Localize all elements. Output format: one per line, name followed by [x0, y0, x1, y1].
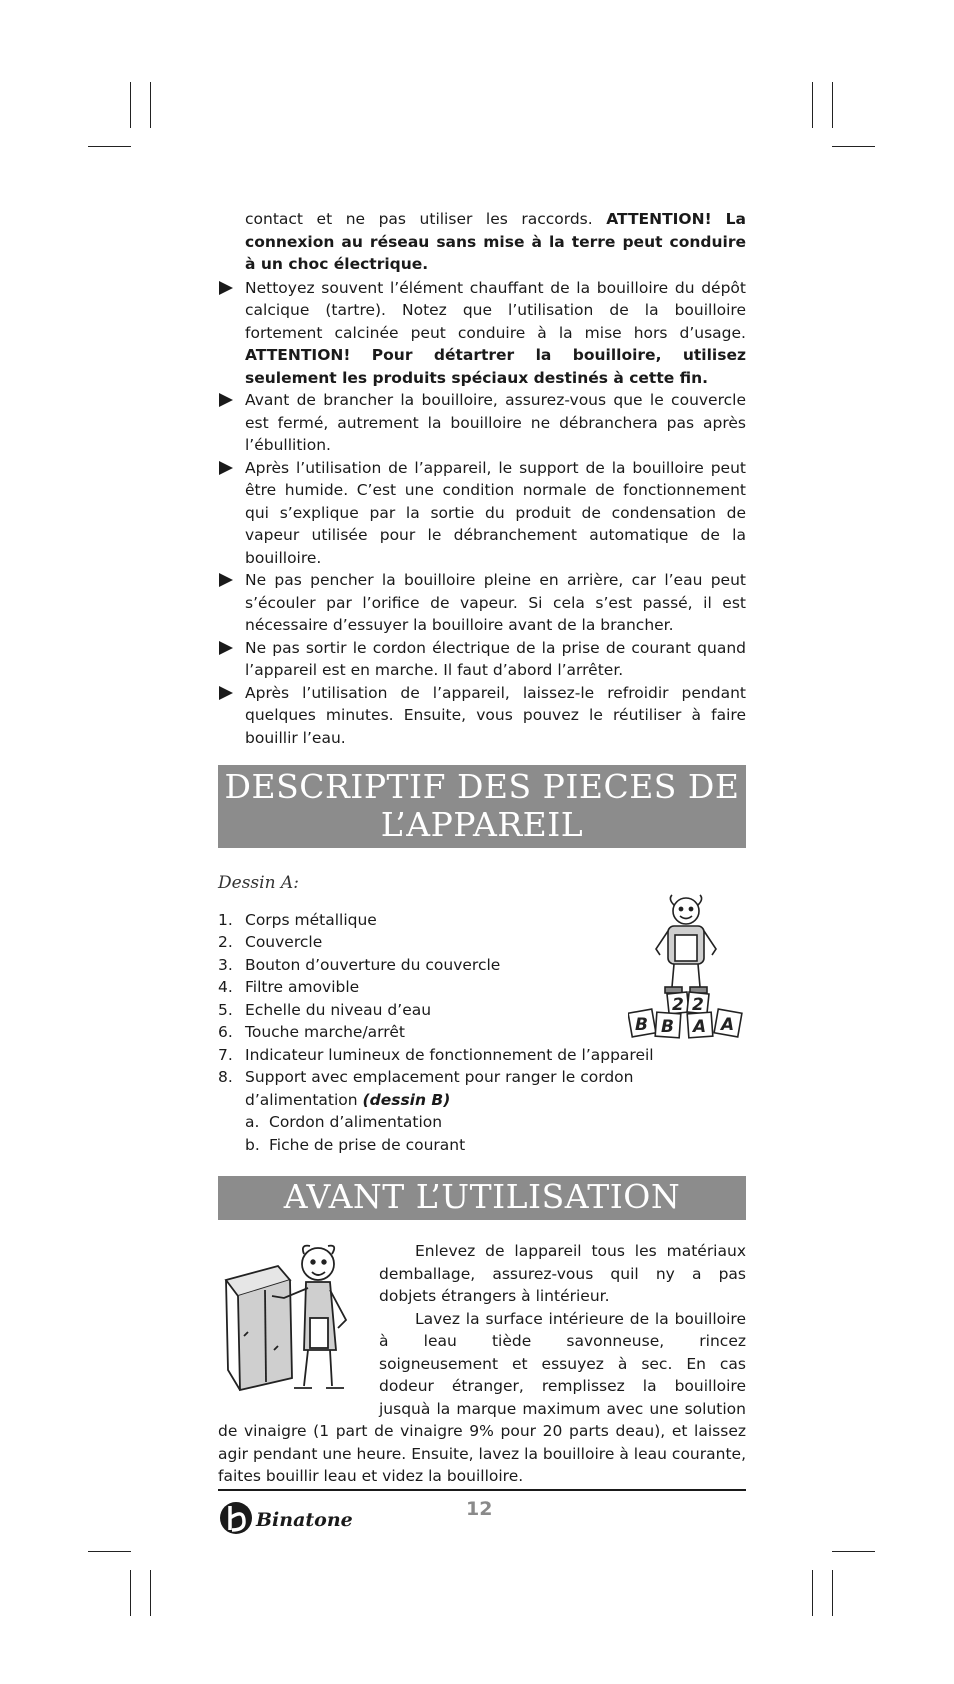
unpacking-paragraph: Enlevez de lappareil tous les matériaux demballage, assurez-vous quil ny a pas dobjets étrangers à lintérieur.: [379, 1242, 746, 1305]
part-item: [218, 909, 746, 932]
subpart-letter: a.: [245, 1113, 260, 1131]
crop-mark: [130, 1570, 131, 1616]
section-heading-avant-utilisation: AVANT L’UTILISATION: [218, 1176, 746, 1220]
triangle-bullet-icon: [219, 461, 233, 475]
cleaning-paragraph: Lavez la surface intérieure de la bouilloire à leau tiède savonneuse, rincez soigneusement et essuyez à sec. En cas dodeur étranger, remplissez la bouilloire jusquà la marque maximum avec une solution de vinaigre (1 part de vinaigre 9% pour 20 parts deau), et laissez agir pendant une heure. Ensuite, lavez la bouilloire à leau courante, faites bouillir leau et videz la bouilloire.: [218, 1309, 746, 1485]
page-content: [218, 208, 746, 1488]
bullet-warning: ATTENTION! Pour détartrer la bouilloire, utilisez seulement les produits spéciaux destinés à cette fin.: [245, 346, 746, 387]
crop-mark: [812, 1570, 813, 1616]
part-label: Indicateur lumineux de fonctionnement de l’appareil: [245, 1045, 654, 1064]
brand-name: Binatone: [256, 1509, 353, 1531]
bullet-text: Avant de brancher la bouilloire, assurez-vous que le couvercle est fermé, autrement la bouilloire ne débranchera pas après l’ébullition.: [245, 391, 746, 454]
parts-area: [218, 909, 746, 1157]
footer-divider: [218, 1489, 746, 1491]
block-letter: B: [661, 1016, 674, 1037]
block-letter: B: [635, 1014, 648, 1035]
subpart-letter: b.: [245, 1135, 260, 1154]
page-number: 12: [466, 1498, 493, 1520]
crop-mark: [88, 1551, 131, 1552]
bullet-text: Nettoyez souvent l’élément chauffant de la bouilloire du dépôt calcique (tartre). Notez que l’utilisation de la bouilloire fortement calcinée peut conduire à la mise hors d’usage.: [245, 278, 746, 342]
drawing-b-reference: (dessin B): [362, 1090, 451, 1109]
part-number: 6.: [218, 1023, 233, 1041]
crop-mark: [832, 146, 875, 147]
bullet-item: [218, 457, 746, 570]
part-label: Corps métallique: [245, 910, 377, 929]
bullet-text: Après l’utilisation de l’appareil, le support de la bouilloire peut être humide. C’est une condition normale de fonctionnement qui s’explique par la sortie du produit de condensation de vapeur utilisée pour le débranchement automatique de la bouilloire.: [245, 458, 746, 567]
drawing-a-caption: Dessin A:: [218, 873, 299, 893]
bullet-item: [218, 277, 746, 390]
part-item: [218, 1044, 746, 1067]
subpart-label: Fiche de prise de courant: [269, 1135, 466, 1154]
part-label: Bouton d’ouverture du couvercle: [245, 955, 501, 974]
parts-list: [218, 909, 746, 1112]
part-number: 2.: [218, 933, 233, 951]
part-label: Support avec emplacement pour ranger le cordon d’alimentation: [245, 1068, 634, 1109]
avant-utilisation-body: [218, 1240, 746, 1488]
subpart-item: [245, 1134, 746, 1157]
part-item: [218, 954, 746, 977]
part-label: Touche marche/arrêt: [245, 1023, 405, 1041]
part-number: 5.: [218, 1000, 233, 1019]
triangle-bullet-icon: [219, 393, 233, 407]
part-number: 7.: [218, 1045, 233, 1064]
bullet-text: Après l’utilisation de l’appareil, laissez-le refroidir pendant quelques minutes. Ensuite, vous pouvez le réutiliser à faire bouillir l’eau.: [245, 683, 746, 747]
part-label: Filtre amovible: [245, 978, 360, 996]
safety-bullet-list: [218, 277, 746, 750]
crop-mark: [130, 82, 131, 128]
bullet-item: [218, 637, 746, 682]
bullet-item: [218, 569, 746, 637]
triangle-bullet-icon: [219, 641, 233, 655]
part-item: [218, 1021, 746, 1044]
cartoon-man-with-appliance-illustration: [218, 1240, 363, 1400]
subparts-list: [218, 1111, 746, 1156]
triangle-bullet-icon: [219, 281, 233, 295]
crop-mark: [832, 1570, 833, 1616]
crop-mark: [150, 1570, 151, 1616]
bullet-item: [218, 389, 746, 457]
section-heading-descriptif: DESCRIPTIF DES PIECES DE L’APPAREIL: [218, 765, 746, 848]
part-item: [218, 976, 746, 999]
continuation-warning: ATTENTION! La connexion au réseau sans mise à la terre peut conduire à un choc électrique.: [245, 210, 746, 273]
part-number: 8.: [218, 1068, 233, 1086]
continuation-paragraph: [218, 208, 746, 276]
binatone-logo: [218, 1498, 358, 1538]
part-item: [218, 1066, 746, 1111]
subpart-label: Cordon d’alimentation: [269, 1113, 443, 1131]
part-number: 1.: [218, 910, 233, 929]
triangle-bullet-icon: [219, 686, 233, 700]
subpart-item: [245, 1111, 746, 1134]
part-item: [218, 931, 746, 954]
crop-mark: [88, 146, 131, 147]
block-letter: 2: [672, 994, 684, 1015]
bullet-text: Ne pas pencher la bouilloire pleine en arrière, car l’eau peut s’écouler par l’orifice de vapeur. Si cela s’est passé, il est nécessaire d’essuyer la bouilloire avant de la brancher.: [245, 571, 746, 634]
bullet-text: Ne pas sortir le cordon électrique de la prise de courant quand l’appareil est en marche. Il faut d’abord l’arrêter.: [245, 638, 746, 679]
crop-mark: [832, 1551, 875, 1552]
crop-mark: [812, 82, 813, 128]
part-item: [218, 999, 746, 1022]
block-letter: 2: [692, 994, 704, 1015]
continuation-text: contact et ne pas utiliser les raccords.: [245, 210, 607, 228]
part-label: Echelle du niveau d’eau: [245, 1000, 432, 1019]
block-letter: A: [693, 1016, 707, 1037]
crop-mark: [832, 82, 833, 128]
part-label: Couvercle: [245, 933, 323, 951]
bullet-item: [218, 682, 746, 750]
block-letter: A: [721, 1014, 735, 1035]
part-number: 4.: [218, 978, 233, 996]
crop-mark: [150, 82, 151, 128]
triangle-bullet-icon: [219, 573, 233, 587]
part-number: 3.: [218, 955, 233, 974]
